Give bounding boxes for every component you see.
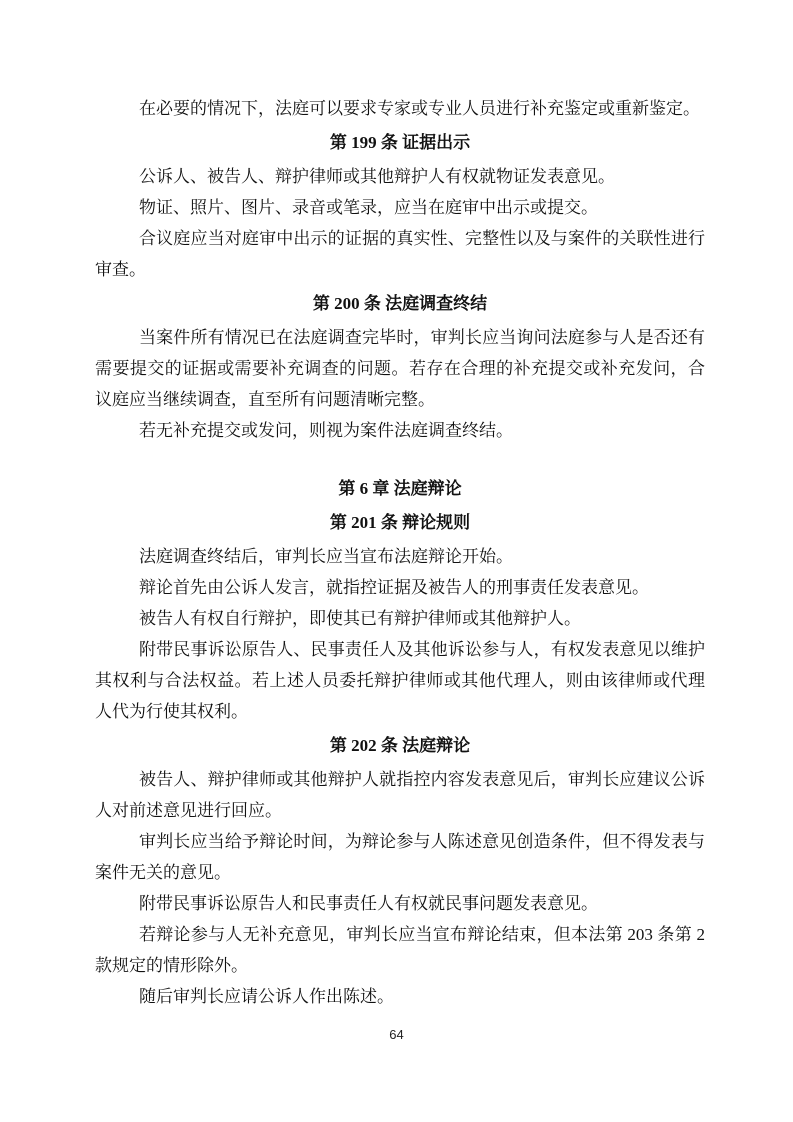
- article-200-paragraph-2: 若无补充提交或发问，则视为案件法庭调查终结。: [139, 421, 513, 440]
- article-201-paragraph-3: 被告人有权自行辩护，即使其已有辩护律师或其他辩护人。: [139, 609, 581, 628]
- article-201-paragraph-1: 法庭调查终结后，审判长应当宣布法庭辩论开始。: [139, 547, 513, 566]
- article-202-paragraph-5: 随后审判长应请公诉人作出陈述。: [139, 987, 394, 1006]
- article-201-paragraph-4: 附带民事诉讼原告人、民事责任人及其他诉讼参与人，有权发表意见以维护其权利与合法权益。若上述人员委托辩护律师或其他代理人，则由该律师或代理人代为行使其权利。: [95, 640, 705, 721]
- paragraph-supplementary-appraisal: 在必要的情况下，法庭可以要求专家或专业人员进行补充鉴定或重新鉴定。: [139, 99, 700, 118]
- article-199-paragraph-2: 物证、照片、图片、录音或笔录，应当在庭审中出示或提交。: [139, 198, 598, 217]
- article-202-heading: 第 202 条 法庭辩论: [329, 736, 471, 755]
- page-number: 64: [389, 1027, 404, 1042]
- article-199-paragraph-3: 合议庭应当对庭审中出示的证据的真实性、完整性以及与案件的关联性进行审查。: [95, 229, 705, 279]
- article-201-heading: 第 201 条 辩论规则: [329, 513, 471, 532]
- article-201-paragraph-2: 辩论首先由公诉人发言，就指控证据及被告人的刑事责任发表意见。: [139, 578, 649, 597]
- article-202-paragraph-4: 若辩论参与人无补充意见，审判长应当宣布辩论结束，但本法第 203 条第 2 款规定的情形除外。: [95, 925, 705, 975]
- article-202-paragraph-1: 被告人、辩护律师或其他辩护人就指控内容发表意见后，审判长应建议公诉人对前述意见进行回应。: [95, 770, 705, 820]
- article-199-heading: 第 199 条 证据出示: [329, 133, 471, 152]
- article-200-paragraph-1: 当案件所有情况已在法庭调查完毕时，审判长应当询问法庭参与人是否还有需要提交的证据或需要补充调查的问题。若存在合理的补充提交或补充发问，合议庭应当继续调查，直至所有问题清晰完整。: [95, 328, 705, 409]
- section-spacer: [95, 446, 705, 470]
- article-202-paragraph-2: 审判长应当给予辩论时间，为辩论参与人陈述意见创造条件，但不得发表与案件无关的意见。: [95, 832, 705, 882]
- article-202-paragraph-3: 附带民事诉讼原告人和民事责任人有权就民事问题发表意见。: [139, 894, 598, 913]
- article-199-paragraph-1: 公诉人、被告人、辩护律师或其他辩护人有权就物证发表意见。: [139, 167, 615, 186]
- article-200-heading: 第 200 条 法庭调查终结: [312, 294, 488, 313]
- chapter-6-heading: 第 6 章 法庭辩论: [338, 479, 462, 498]
- document-content: [95, 93, 705, 1012]
